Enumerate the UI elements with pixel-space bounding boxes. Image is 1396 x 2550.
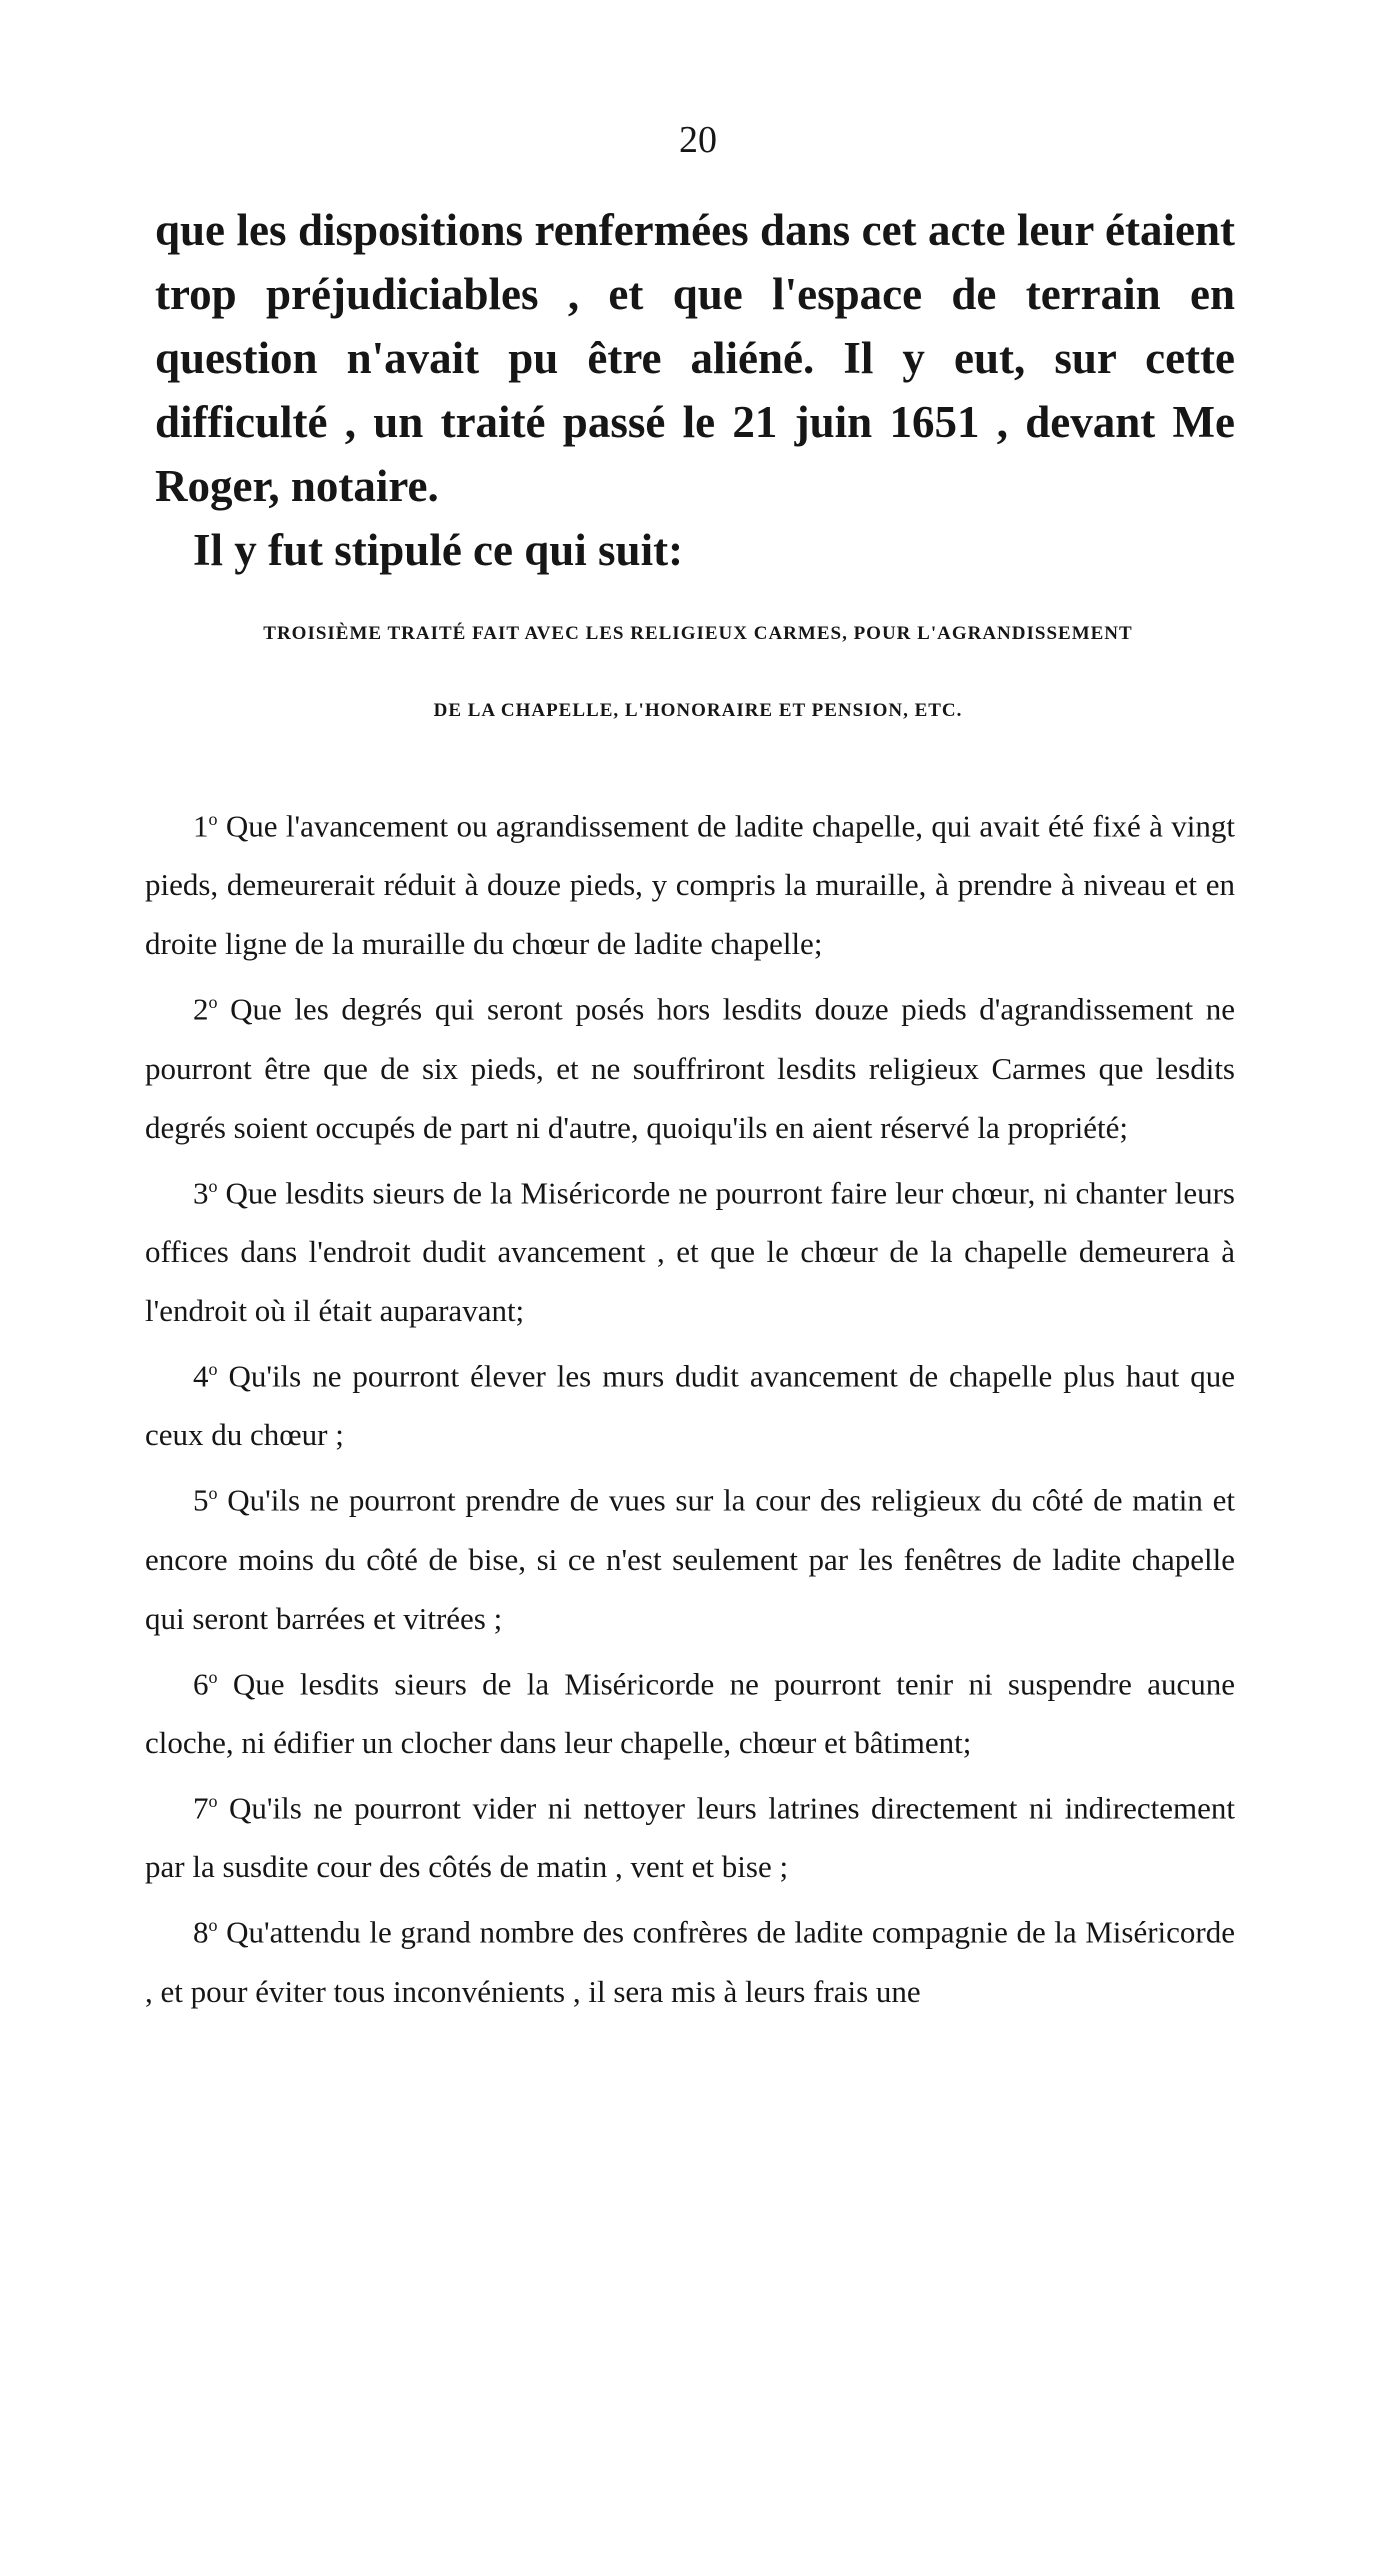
clause-text: Que lesdits sieurs de la Miséricorde ne pourront tenir ni suspendre aucune cloche, ni édifier un clocher dans leur chapelle, chœur et bâtiment;: [145, 1665, 1236, 1760]
clause-item: 5$^o$ Qu'ils ne pourront prendre de vues sur la cour des religieux du côté de matin et encore moins du côté de bise, si ce n'est seulement par les fenêtres de ladite chapelle qui seront barrées et vitrées ;: [145, 1482, 1236, 1636]
clause-list: [145, 790, 1235, 2021]
section-heading-line: DE LA CHAPELLE, L'HONORAIRE ET PENSION, ETC.: [433, 700, 963, 721]
section-heading-line: TROISIÈME TRAITÉ FAIT AVEC LES RELIGIEUX CARMES, POUR L'AGRANDISSEMENT: [263, 623, 1133, 644]
clause-number: 5: [193, 1482, 209, 1518]
clause-item: 1$^o$ Que l'avancement ou agrandissement de ladite chapelle, qui avait été fixé à vingt pieds, demeurerait réduit à douze pieds, y compris la muraille, à prendre à niveau et en droite ligne de la muraille du chœur de ladite chapelle;: [145, 808, 1235, 962]
clause-text: Que lesdits sieurs de la Miséricorde ne pourront faire leur chœur, ni chanter leurs offices dans l'endroit dudit avancement , et que le chœur de la chapelle demeurera à l'endroit où il était auparavant;: [145, 1174, 1235, 1328]
clause-text: Qu'ils ne pourront vider ni nettoyer leurs latrines directement ni indirectement par la susdite cour des côtés de matin , vent et bise ;: [145, 1790, 1235, 1885]
clause-number: 3: [193, 1174, 209, 1210]
clause-number: 4: [193, 1358, 209, 1394]
clause-text: Qu'ils ne pourront élever les murs dudit avancement de chapelle plus haut que ceux du chœur ;: [145, 1358, 1236, 1453]
clause-item: 4$^o$ Qu'ils ne pourront élever les murs dudit avancement de chapelle plus haut que ceux du chœur ;: [145, 1358, 1236, 1453]
clause-number: 6: [193, 1665, 209, 1701]
clause-item: 6$^o$ Que lesdits sieurs de la Miséricorde ne pourront tenir ni suspendre aucune cloche, ni édifier un clocher dans leur chapelle, chœur et bâtiment;: [145, 1665, 1236, 1760]
page-number: 20: [679, 119, 717, 161]
intro-section: [155, 198, 1235, 582]
clause-number: 8: [193, 1914, 209, 1950]
intro-paragraph: que les dispositions renfermées dans cet acte leur étaient trop préjudiciables , et que l'espace de terrain en question n'avait pu être aliéné. Il y eut, sur cette difficulté , un traité passé le 21 juin 1651 , devant Me Roger, notaire.: [155, 205, 1235, 511]
clause-text: Qu'attendu le grand nombre des confrères de ladite compagnie de la Miséricorde , et pour éviter tous inconvénients , il sera mis à leurs frais une: [145, 1914, 1236, 2009]
clause-number: 2: [193, 991, 209, 1027]
clause-text: Qu'ils ne pourront prendre de vues sur la cour des religieux du côté de matin et encore moins du côté de bise, si ce n'est seulement par les fenêtres de ladite chapelle qui seront barrées et vitrées ;: [145, 1482, 1236, 1636]
clause-item: 8$^o$ Qu'attendu le grand nombre des confrères de ladite compagnie de la Miséricorde , et pour éviter tous inconvénients , il sera mis à leurs frais une: [145, 1914, 1236, 2009]
clause-number: 7: [193, 1790, 209, 1826]
clause-item: 3$^o$ Que lesdits sieurs de la Miséricorde ne pourront faire leur chœur, ni chanter leurs offices dans l'endroit dudit avancement , et que le chœur de la chapelle demeurera à l'endroit où il était auparavant;: [145, 1174, 1235, 1328]
clause-item: 7$^o$ Qu'ils ne pourront vider ni nettoyer leurs latrines directement ni indirectement par la susdite cour des côtés de matin , vent et bise ;: [145, 1790, 1235, 1885]
clause-text: Que l'avancement ou agrandissement de ladite chapelle, qui avait été fixé à vingt pieds, demeurerait réduit à douze pieds, y compris la muraille, à prendre à niveau et en droite ligne de la muraille du chœur de ladite chapelle;: [145, 808, 1235, 962]
clause-number: 1: [193, 808, 209, 844]
intro-paragraph: Il y fut stipulé ce qui suit:: [193, 525, 684, 575]
clause-item: 2$^o$ Que les degrés qui seront posés hors lesdits douze pieds d'agrandissement ne pourront être que de six pieds, et ne souffriront lesdits religieux Carmes que lesdits degrés soient occupés de part ni d'autre, quoiqu'ils en aient réservé la propriété;: [145, 991, 1235, 1145]
clause-text: Que les degrés qui seront posés hors lesdits douze pieds d'agrandissement ne pourront être que de six pieds, et ne souffriront lesdits religieux Carmes que lesdits degrés soient occupés de part ni d'autre, quoiqu'ils en aient réservé la propriété;: [145, 991, 1235, 1145]
